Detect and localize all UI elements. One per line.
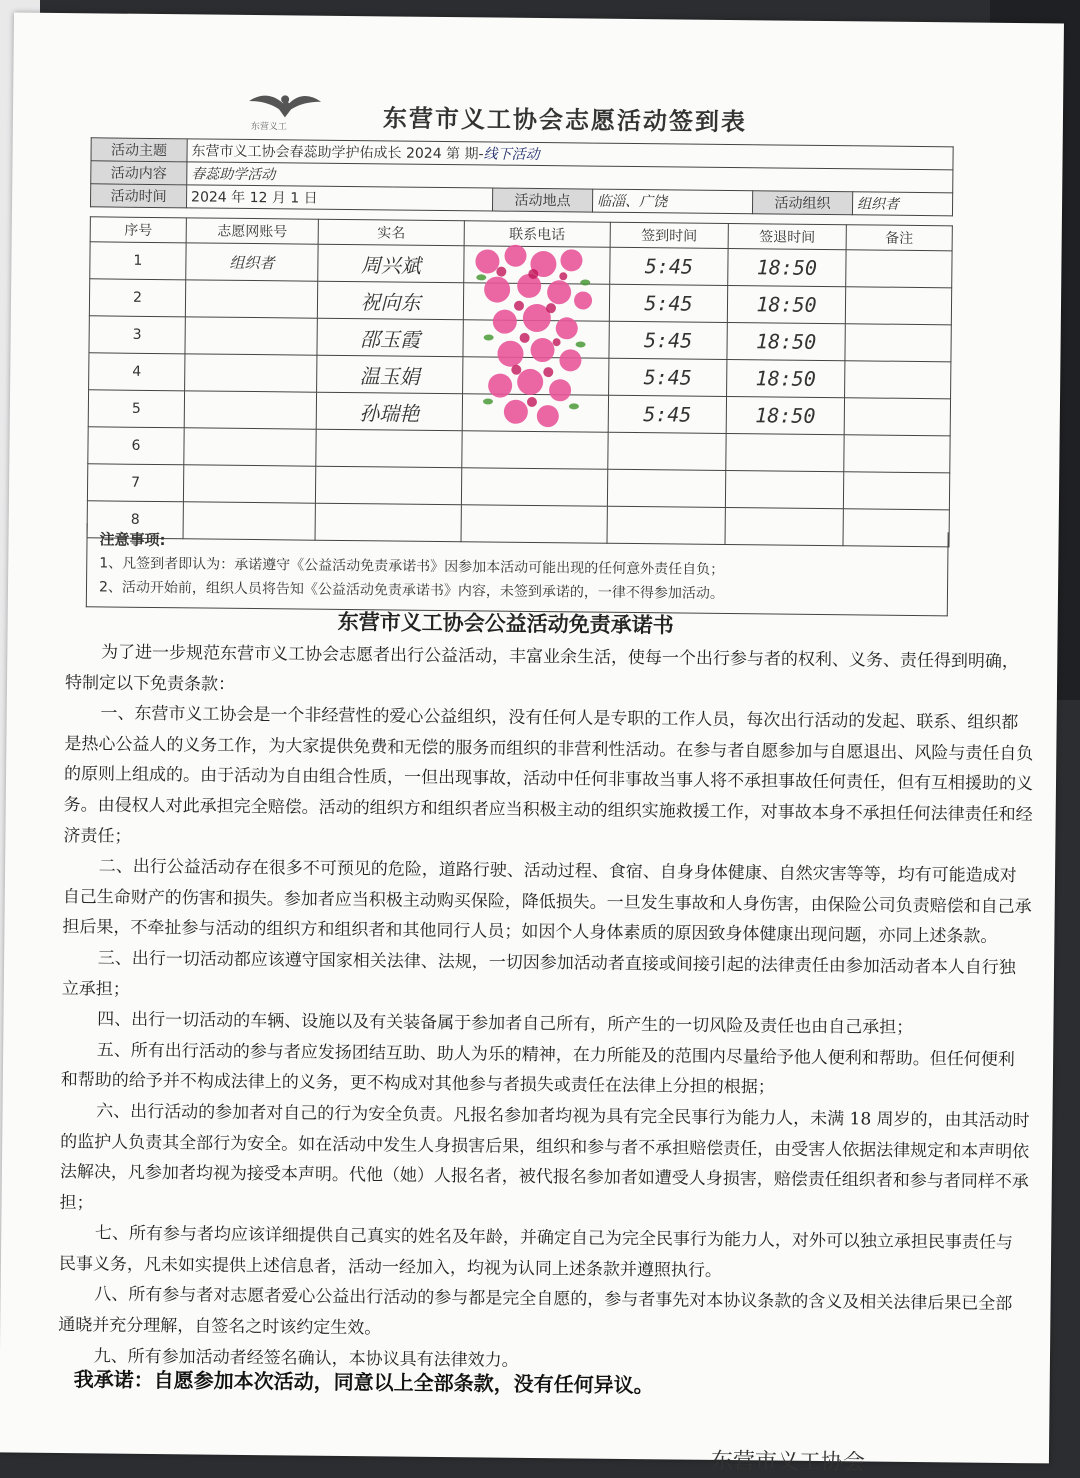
row-no: 5 [88, 390, 184, 428]
pledge-paragraph: 五、所有出行活动的参与者应发扬团结互助、助人为乐的精神，在力所能及的范围内尽量给予他人便利和帮助。但任何便利和帮助的给予并不构成法律上的义务，更不构成对其他参与者损失或责任在法律上分担的根据； [60, 1040, 1015, 1098]
label-place: 活动地点 [492, 188, 592, 212]
logo-text: 东营义工 [250, 121, 287, 133]
row-no: 3 [89, 316, 185, 354]
row-signin: 5:45 [609, 284, 727, 322]
row-remark [844, 398, 950, 436]
pledge-title: 东营市义工协会公益活动免责承诺书 [337, 608, 674, 638]
label-time: 活动时间 [90, 184, 186, 208]
pledge-paragraph: 为了进一步规范东营市义工协会志愿者出行公益活动，丰富业余生活，使每一个出行参与者的权利、义务、责任得到明确，特制定以下免责条款： [64, 642, 1020, 695]
row-phone [462, 431, 608, 470]
row-no: 2 [89, 279, 185, 317]
note-item: 1、凡签到者即认为：承诺遵守《公益活动免责承诺书》因参加本活动可能出现的任何意外责任自负； [99, 555, 725, 578]
row-name: 祝向东 [317, 281, 463, 320]
row-account [184, 428, 316, 466]
row-signout [726, 433, 844, 471]
row-no: 8 [87, 501, 183, 539]
document-page [0, 13, 1064, 1476]
header-remark: 备注 [846, 225, 952, 251]
pledge-paragraph: 三、出行一切活动都应该遵守国家相关法律、法规，一切因参加活动者直接或间接引起的法律责任由参加活动者本人自行独立承担； [61, 948, 1016, 1000]
value-theme: 东营市义工协会春蕊助学护佑成长 2024 第 期-线下活动 [187, 139, 953, 170]
pledge-paragraph: 四、出行一切活动的车辆、设施以及有关装备属于参加者自己所有，所产生的一切风险及责任也由自己承担； [97, 1009, 914, 1039]
row-no: 7 [87, 464, 183, 502]
row-name: 温玉娟 [317, 355, 463, 394]
phone-redaction-flowers-icon [466, 241, 598, 432]
row-account [184, 391, 316, 429]
row-name: 孙瑞艳 [316, 392, 462, 431]
row-account [185, 354, 317, 392]
form-title: 东营市义工协会志愿活动签到表 [382, 103, 748, 137]
pledge-paragraph: 八、所有参与者对志愿者爱心公益出行活动的参与都是完全自愿的，参与者事先对本协议条款的含义及相关法律后果已全部通晓并充分理解，自签名之时该约定生效。 [58, 1284, 1013, 1339]
pledge-paragraph: 一、东营市义工协会是一个非经营性的爱心公益组织，没有任何人是专职的工作人员，每次出行活动的发起、联系、组织都是热心公益人的义务工作，为大家提供免费和无偿的服务而组织的非营利性活动。在参与者自愿参加与自愿退出、风险与责任自负的原则上组成的。由于活动为自由组合性质，一但出现事故，活动中任何非事故当事人将不承担事故任何责任，但有互相援助的义务。由侵权人对此承担完全赔偿。活动的组织方和组织者应当积极主动的组织实施救援工作，对事故本身不承担任何法律责任和经济责任； [63, 703, 1034, 847]
row-signout: 18:50 [727, 322, 845, 360]
header-signout-time: 签退时间 [728, 223, 846, 249]
row-remark [845, 324, 951, 362]
row-remark [845, 287, 951, 325]
header-no: 序号 [90, 217, 186, 243]
row-signin [608, 432, 726, 470]
row-signout: 18:50 [728, 248, 846, 286]
label-theme: 活动主题 [91, 138, 187, 162]
commitment-statement: 我承诺：自愿参加本次活动，同意以上全部条款，没有任何异议。 [73, 1367, 654, 1398]
row-signin: 5:45 [608, 395, 726, 433]
value-organizer: 组织者 [852, 192, 952, 216]
row-phone [461, 468, 607, 507]
label-content: 活动内容 [91, 161, 187, 185]
row-no: 4 [89, 353, 185, 391]
row-remark [846, 250, 952, 288]
pledge-paragraph: 七、所有参与者均应该详细提供自己真实的姓名及年龄，并确定自己为完全民事行为能力人，对外可以独立承担民事责任与民事义务，凡未如实提供上述信息者，活动一经加入，均视为认同上述条款并遵照执行。 [58, 1223, 1013, 1281]
row-signout: 18:50 [726, 396, 844, 434]
activity-info-table [90, 137, 953, 216]
row-signin: 5:45 [609, 321, 727, 359]
footer-organization: 东营市义工协会 [710, 1448, 866, 1476]
value-place: 临淄、广饶 [592, 189, 752, 214]
header-name: 实名 [318, 219, 464, 246]
row-signin: 5:45 [609, 358, 727, 396]
pledge-paragraph: 二、出行公益活动存在很多不可预见的危险，道路行驶、活动过程、食宿、自身身体健康、自然灾害等等，均有可能造成对自己生命财产的伤害和损失。参加者应当积极主动购买保险，降低损失。一旦发生事故和人身伤害，由保险公司负责赔偿和自己承担后果，不牵扯参与活动的组织方和组织者和其他同行人员；如因个人身体素质的原因致身体健康出现问题，亦同上述条款。 [62, 856, 1032, 948]
notes-section [86, 523, 949, 616]
value-content: 春蕊助学活动 [187, 162, 953, 193]
row-account [183, 465, 315, 503]
header-signin-time: 签到时间 [610, 222, 728, 248]
row-signin: 5:45 [610, 247, 728, 285]
row-name: 邵玉霞 [317, 318, 463, 357]
row-account [185, 280, 317, 318]
row-remark [843, 472, 949, 510]
row-signout: 18:50 [727, 359, 845, 397]
header-phone: 联系电话 [464, 221, 610, 248]
row-name [316, 429, 462, 468]
row-remark [845, 361, 951, 399]
value-time: 2024 年 12 月 1 日 [186, 185, 492, 211]
notes-heading: 注意事项: [99, 530, 166, 550]
row-name [315, 466, 461, 505]
note-item: 2、活动开始前，组织人员将告知《公益活动免责承诺书》内容，未签到承诺的，一律不得参加活动。 [98, 579, 724, 602]
row-account [185, 317, 317, 355]
pledge-paragraph: 九、所有参加活动者经签名确认，本协议具有法律效力。 [93, 1346, 519, 1371]
label-organizer: 活动组织 [752, 191, 852, 215]
row-no: 1 [90, 242, 186, 280]
row-account: 组织者 [186, 243, 318, 281]
pledge-body [58, 637, 1036, 1381]
row-signout: 18:50 [727, 285, 845, 323]
row-signin [607, 469, 725, 507]
row-no: 6 [88, 427, 184, 465]
header-account: 志愿网账号 [186, 218, 318, 244]
row-remark [844, 435, 950, 473]
row-name: 周兴斌 [318, 244, 464, 283]
value-theme-handwritten: 线下活动 [483, 146, 540, 164]
pledge-paragraph: 六、出行活动的参加者对自己的行为安全负责。凡报名参加者均视为具有完全民事行为能力人，未满 18 周岁的，由其活动时的监护人负责其全部行为安全。如在活动中发生人身损害后果，组织和参与者不承担赔偿责任，由受害人依据法律规定和本声明依法解决，凡参加者均视为接受本声明。代他（她）人报名者，被代报名参加者如遭受人身损害，赔偿责任组织者和参与者同样不承担； [59, 1101, 1030, 1214]
row-signout [725, 470, 843, 508]
